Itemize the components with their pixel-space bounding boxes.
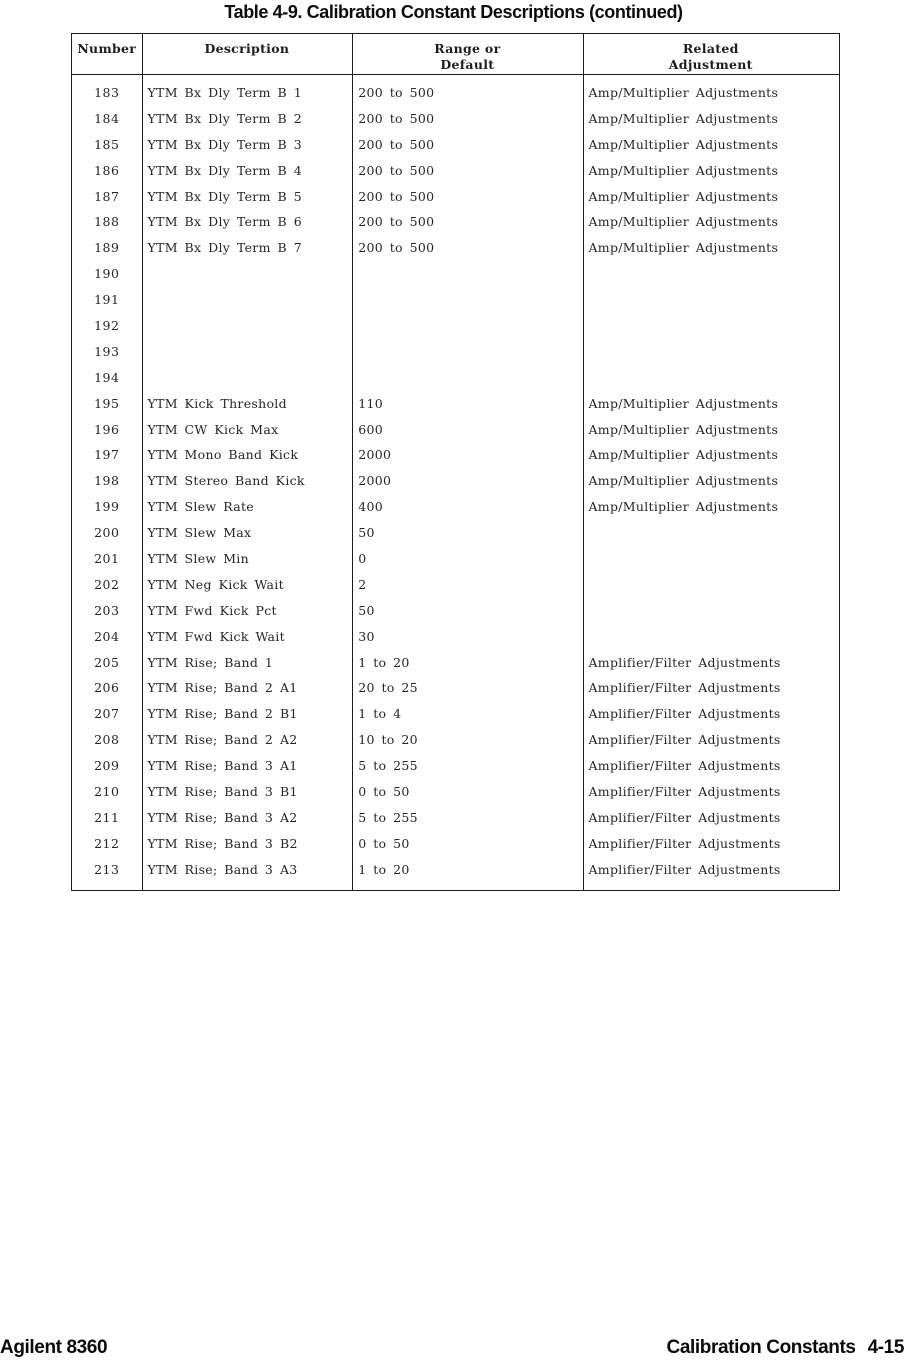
cell-number: 208 bbox=[94, 732, 120, 748]
cell-rel: Amp/Multiplier Adjustments bbox=[588, 214, 779, 230]
table-row bbox=[72, 338, 839, 364]
cell-number: 192 bbox=[94, 317, 120, 333]
header-related-line1: Related bbox=[682, 41, 739, 56]
cell-number: 212 bbox=[94, 835, 120, 851]
cell-number: 199 bbox=[94, 499, 120, 515]
table-row bbox=[72, 520, 839, 546]
header-description bbox=[142, 34, 353, 74]
cell-range: 30 bbox=[358, 628, 375, 644]
table-row bbox=[72, 468, 839, 494]
table-row bbox=[72, 261, 839, 287]
cell-number: 191 bbox=[94, 292, 120, 308]
table-row bbox=[72, 649, 839, 675]
table-row bbox=[72, 675, 839, 701]
cell-number: 194 bbox=[94, 369, 120, 385]
cell-number: 211 bbox=[94, 809, 120, 825]
cell-desc: YTM Rise; Band 3 B1 bbox=[147, 783, 298, 799]
cell-rel: Amp/Multiplier Adjustments bbox=[588, 110, 779, 126]
footer-document-title: Agilent 8360 bbox=[0, 1337, 108, 1358]
cell-rel: Amplifier/Filter Adjustments bbox=[588, 783, 781, 799]
column-divider bbox=[352, 34, 353, 890]
cell-desc: YTM Kick Threshold bbox=[147, 395, 287, 411]
cell-number: 196 bbox=[94, 421, 120, 437]
cell-number: 207 bbox=[94, 706, 120, 722]
cell-number: 201 bbox=[94, 550, 120, 566]
table-row bbox=[72, 105, 839, 131]
table-body bbox=[72, 75, 839, 882]
cell-range: 110 bbox=[358, 395, 383, 411]
table-row bbox=[72, 183, 839, 209]
cell-number: 200 bbox=[94, 525, 120, 541]
cell-range: 20 to 25 bbox=[358, 680, 418, 696]
cell-desc: YTM Bx Dly Term B 2 bbox=[147, 110, 303, 126]
table-row bbox=[72, 804, 839, 830]
table-row bbox=[72, 830, 839, 856]
cell-number: 185 bbox=[94, 136, 120, 152]
cell-range: 50 bbox=[358, 602, 375, 618]
cell-desc: YTM Slew Rate bbox=[147, 499, 254, 515]
table-row bbox=[72, 442, 839, 468]
cell-desc: YTM Mono Band Kick bbox=[147, 447, 299, 463]
cell-range: 0 bbox=[358, 550, 367, 566]
cell-number: 188 bbox=[94, 214, 120, 230]
cell-rel: Amp/Multiplier Adjustments bbox=[588, 395, 779, 411]
header-number bbox=[72, 34, 142, 74]
table-row bbox=[72, 157, 839, 183]
header-related-adjustment bbox=[582, 34, 839, 74]
cell-number: 197 bbox=[94, 447, 120, 463]
cell-number: 210 bbox=[94, 783, 120, 799]
cell-desc: YTM Bx Dly Term B 1 bbox=[147, 84, 303, 100]
cell-range: 10 to 20 bbox=[358, 732, 418, 748]
cell-number: 209 bbox=[94, 758, 120, 774]
table-row bbox=[72, 701, 839, 727]
cell-range: 2000 bbox=[358, 447, 392, 463]
column-divider bbox=[583, 34, 584, 890]
table-row bbox=[72, 856, 839, 882]
table-row bbox=[72, 571, 839, 597]
cell-number: 186 bbox=[94, 162, 120, 178]
cell-range: 200 to 500 bbox=[358, 110, 435, 126]
cell-rel: Amp/Multiplier Adjustments bbox=[588, 447, 779, 463]
cell-number: 190 bbox=[94, 266, 120, 282]
table-row bbox=[72, 416, 839, 442]
cell-number: 206 bbox=[94, 680, 120, 696]
cell-desc: YTM CW Kick Max bbox=[147, 421, 279, 437]
cell-range: 5 to 255 bbox=[358, 758, 418, 774]
cell-desc: YTM Slew Max bbox=[147, 525, 252, 541]
cell-rel: Amp/Multiplier Adjustments bbox=[588, 240, 779, 256]
cell-number: 213 bbox=[94, 861, 120, 877]
table-header-row bbox=[72, 34, 839, 75]
cell-range: 2000 bbox=[358, 473, 392, 489]
column-divider bbox=[142, 34, 143, 890]
cell-number: 183 bbox=[94, 84, 120, 100]
cell-number: 204 bbox=[94, 628, 120, 644]
table-row bbox=[72, 779, 839, 805]
table-row bbox=[72, 364, 839, 390]
page-title: Table 4-9. Calibration Constant Descriptions (continued) bbox=[224, 2, 683, 22]
cell-rel: Amp/Multiplier Adjustments bbox=[588, 421, 779, 437]
cell-range: 50 bbox=[358, 525, 375, 541]
cell-range: 5 to 255 bbox=[358, 809, 418, 825]
cell-rel: Amplifier/Filter Adjustments bbox=[588, 732, 781, 748]
cell-desc: YTM Rise; Band 3 A1 bbox=[147, 758, 298, 774]
header-range-line1: Range or bbox=[434, 41, 501, 56]
cell-rel: Amplifier/Filter Adjustments bbox=[588, 835, 781, 851]
table-row bbox=[72, 287, 839, 313]
header-description-label: Description bbox=[204, 41, 290, 56]
cell-range: 200 to 500 bbox=[358, 162, 435, 178]
header-range-or-default bbox=[352, 34, 582, 74]
table-row bbox=[72, 623, 839, 649]
footer-page-number: 4-15 bbox=[867, 1337, 904, 1358]
cell-number: 203 bbox=[94, 602, 120, 618]
cell-desc: YTM Rise; Band 3 A3 bbox=[147, 861, 298, 877]
header-number-label: Number bbox=[77, 41, 137, 56]
header-range-line2: Default bbox=[440, 57, 495, 72]
table-row bbox=[72, 235, 839, 261]
table-row bbox=[72, 494, 839, 520]
table-row bbox=[72, 390, 839, 416]
cell-range: 200 to 500 bbox=[358, 84, 435, 100]
table-row bbox=[72, 209, 839, 235]
cell-rel: Amplifier/Filter Adjustments bbox=[588, 861, 781, 877]
cell-desc: YTM Rise; Band 3 B2 bbox=[147, 835, 298, 851]
cell-desc: YTM Rise; Band 2 A1 bbox=[147, 680, 298, 696]
cell-desc: YTM Bx Dly Term B 3 bbox=[147, 136, 303, 152]
footer-section-label: Calibration Constants bbox=[666, 1337, 856, 1358]
cell-range: 0 to 50 bbox=[358, 835, 410, 851]
cell-rel: Amplifier/Filter Adjustments bbox=[588, 758, 781, 774]
cell-desc: YTM Bx Dly Term B 6 bbox=[147, 214, 303, 230]
table-row bbox=[72, 753, 839, 779]
cell-desc: YTM Stereo Band Kick bbox=[147, 473, 305, 489]
cell-rel: Amp/Multiplier Adjustments bbox=[588, 188, 779, 204]
cell-desc: YTM Bx Dly Term B 5 bbox=[147, 188, 303, 204]
cell-rel: Amplifier/Filter Adjustments bbox=[588, 654, 781, 670]
cell-range: 400 bbox=[358, 499, 383, 515]
cell-number: 187 bbox=[94, 188, 120, 204]
cell-rel: Amplifier/Filter Adjustments bbox=[588, 680, 781, 696]
cell-desc: YTM Slew Min bbox=[147, 550, 249, 566]
cell-number: 198 bbox=[94, 473, 120, 489]
cell-desc: YTM Fwd Kick Wait bbox=[147, 628, 285, 644]
calibration-constants-table bbox=[71, 33, 840, 891]
cell-rel: Amp/Multiplier Adjustments bbox=[588, 136, 779, 152]
cell-desc: YTM Bx Dly Term B 4 bbox=[147, 162, 303, 178]
cell-number: 195 bbox=[94, 395, 120, 411]
cell-desc: YTM Fwd Kick Pct bbox=[147, 602, 277, 618]
cell-desc: YTM Neg Kick Wait bbox=[147, 576, 284, 592]
header-related-line2: Adjustment bbox=[668, 57, 753, 72]
cell-number: 193 bbox=[94, 343, 120, 359]
cell-rel: Amplifier/Filter Adjustments bbox=[588, 809, 781, 825]
cell-desc: YTM Rise; Band 3 A2 bbox=[147, 809, 298, 825]
cell-number: 202 bbox=[94, 576, 120, 592]
cell-rel: Amp/Multiplier Adjustments bbox=[588, 499, 779, 515]
cell-desc: YTM Rise; Band 2 A2 bbox=[147, 732, 298, 748]
cell-desc: YTM Rise; Band 2 B1 bbox=[147, 706, 298, 722]
cell-rel: Amplifier/Filter Adjustments bbox=[588, 706, 781, 722]
table-row bbox=[72, 313, 839, 339]
cell-number: 184 bbox=[94, 110, 120, 126]
cell-range: 1 to 20 bbox=[358, 654, 410, 670]
cell-range: 1 to 20 bbox=[358, 861, 410, 877]
cell-range: 2 bbox=[358, 576, 367, 592]
cell-range: 200 to 500 bbox=[358, 214, 435, 230]
table-row bbox=[72, 727, 839, 753]
cell-rel: Amp/Multiplier Adjustments bbox=[588, 162, 779, 178]
cell-number: 189 bbox=[94, 240, 120, 256]
cell-desc: YTM Bx Dly Term B 7 bbox=[147, 240, 303, 256]
cell-range: 0 to 50 bbox=[358, 783, 410, 799]
table-row bbox=[72, 131, 839, 157]
cell-range: 200 to 500 bbox=[358, 136, 435, 152]
cell-number: 205 bbox=[94, 654, 120, 670]
table-row bbox=[72, 80, 839, 106]
cell-range: 200 to 500 bbox=[358, 240, 435, 256]
cell-range: 200 to 500 bbox=[358, 188, 435, 204]
cell-range: 1 to 4 bbox=[358, 706, 402, 722]
cell-rel: Amp/Multiplier Adjustments bbox=[588, 84, 779, 100]
table-row bbox=[72, 597, 839, 623]
cell-desc: YTM Rise; Band 1 bbox=[147, 654, 274, 670]
cell-rel: Amp/Multiplier Adjustments bbox=[588, 473, 779, 489]
table-row bbox=[72, 546, 839, 572]
footer-section-page bbox=[667, 1337, 904, 1359]
cell-range: 600 bbox=[358, 421, 383, 437]
